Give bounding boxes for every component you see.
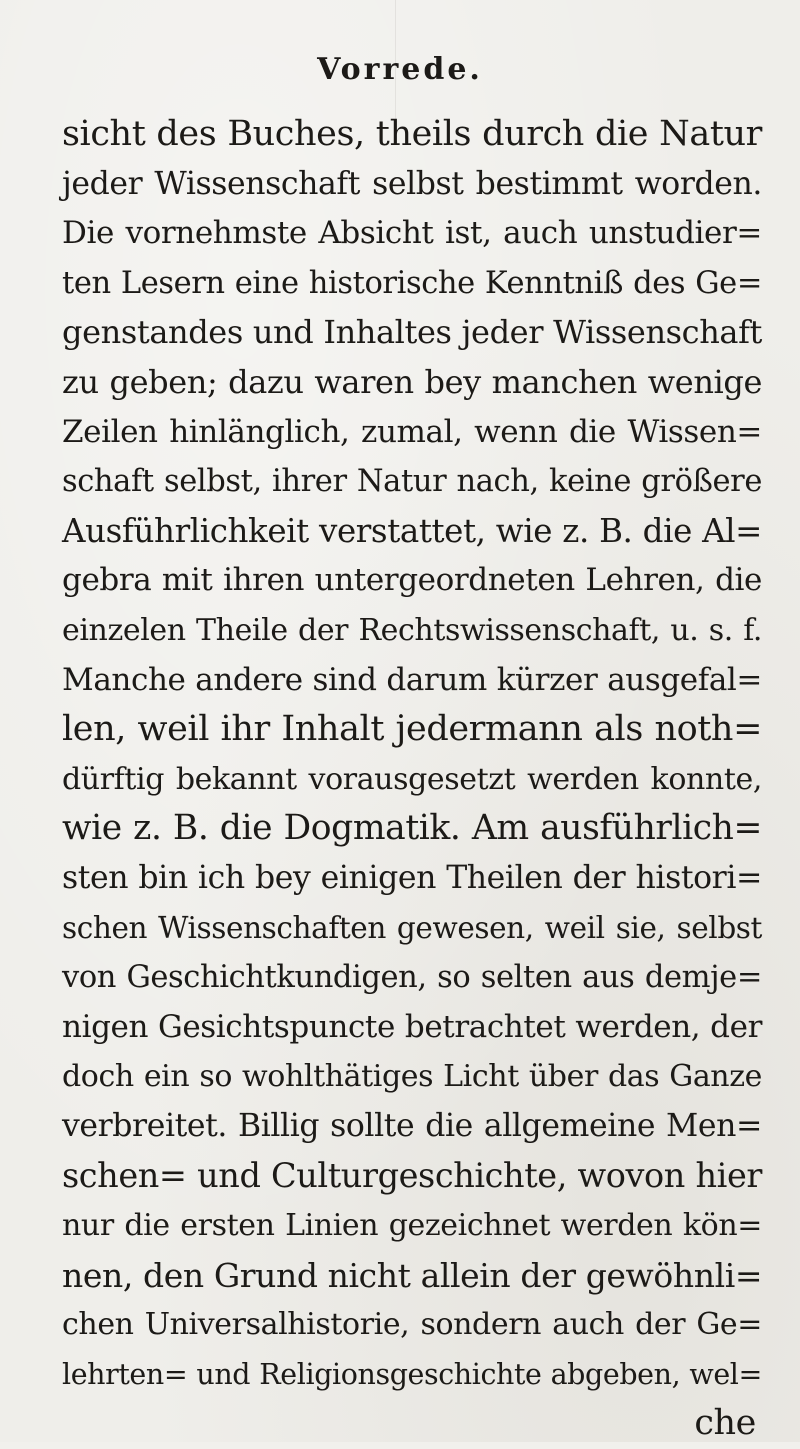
text-line: Manche andere sind darum kürzer ausgefal= xyxy=(62,661,762,698)
text-line: genstandes und Inhaltes jeder Wissenschaft xyxy=(62,313,762,352)
text-line: sten bin ich bey einigen Theilen der histori= xyxy=(62,859,762,896)
text-line: doch ein so wohlthätiges Licht über das Ganze xyxy=(62,1059,762,1095)
body-text xyxy=(62,110,762,1449)
text-line: gebra mit ihren untergeordneten Lehren, die xyxy=(62,562,762,599)
text-line: dürftig bekannt vorausgesetzt werden konnte, xyxy=(62,761,762,797)
text-line: einzelen Theile der Rechtswissenschaft, u. s. f. xyxy=(62,612,762,648)
text-line: zu geben; dazu waren bey manchen wenige xyxy=(62,362,762,401)
text-line: nigen Gesichtspuncte betrachtet werden, der xyxy=(62,1008,762,1045)
text-line: Zeilen hinlänglich, zumal, wenn die Wissen= xyxy=(62,413,762,450)
text-line: wie z. B. die Dogmatik. Am ausführlich= xyxy=(62,808,762,849)
text-line: chen Universalhistorie, sondern auch der Ge= xyxy=(62,1307,762,1343)
running-head: Vorrede. xyxy=(317,52,483,87)
text-line: sicht des Buches, theils durch die Natur xyxy=(62,114,762,154)
text-line: von Geschichtkundigen, so selten aus demje= xyxy=(62,960,762,996)
text-line: Ausführlichkeit verstattet, wie z. B. die Al= xyxy=(62,511,762,550)
text-line: len, weil ihr Inhalt jedermann als noth= xyxy=(62,709,762,750)
text-line: schen Wissenschaften gewesen, weil sie, selbst xyxy=(62,910,762,945)
text-line: schaft selbst, ihrer Natur nach, keine größere xyxy=(62,464,762,500)
text-line: Die vornehmste Absicht ist, auch unstudier= xyxy=(62,215,762,252)
text-line: jeder Wissenschaft selbst bestimmt worden. xyxy=(62,165,762,202)
catchword: che xyxy=(694,1403,756,1444)
text-line: nur die ersten Linien gezeichnet werden kön= xyxy=(62,1208,762,1244)
text-line: lehrten= und Religionsgeschichte abgeben, wel= xyxy=(62,1357,762,1391)
text-line: nen, den Grund nicht allein der gewöhnli= xyxy=(62,1255,763,1295)
text-line: verbreitet. Billig sollte die allgemeine Men= xyxy=(62,1107,762,1144)
text-line: ten Lesern eine historische Kenntniß des Ge= xyxy=(62,265,762,301)
text-line: schen= und Culturgeschichte, wovon hier xyxy=(62,1156,762,1196)
